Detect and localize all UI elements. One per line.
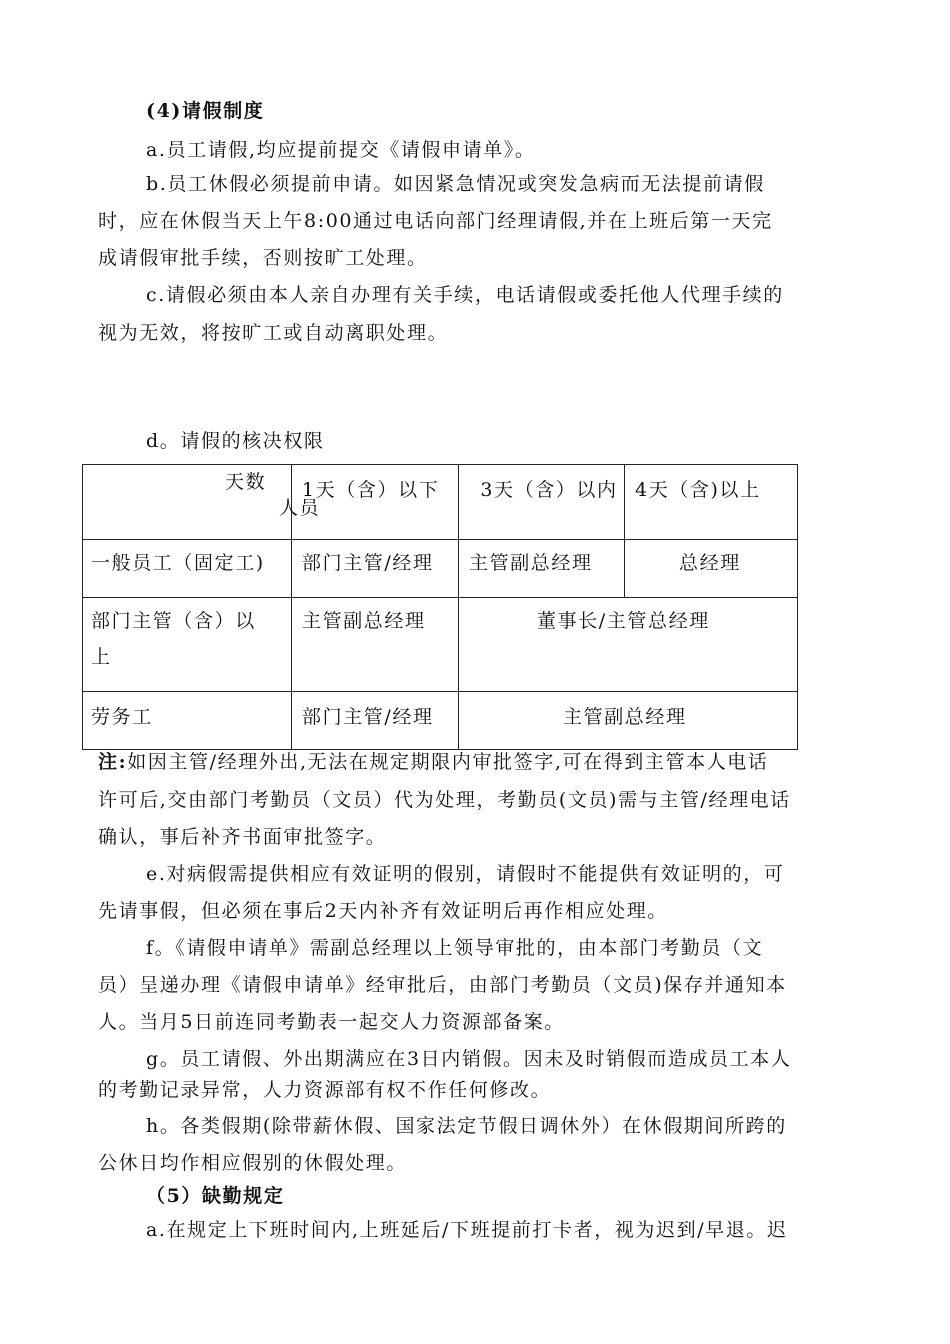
table-row <box>83 692 798 750</box>
para-h-line2: 公休日均作相应假别的休假处理。 <box>98 1152 408 1174</box>
heading-leave-system: (4)请假制度 <box>146 100 265 122</box>
para-h-line1: h。各类假期(除带薪休假、国家法定节假日调休外）在休假期间所跨的 <box>146 1115 787 1137</box>
row2-col23: 董事长/主管总经理 <box>459 598 798 692</box>
table-row <box>83 540 798 598</box>
header-person: 人员 <box>279 497 321 519</box>
row-general-employee: 一般员工（固定工) <box>83 540 292 598</box>
note-line3: 确认，事后补齐书面审批签字。 <box>98 826 387 848</box>
para-c-line2: 视为无效，将按旷工或自动离职处理。 <box>98 322 449 344</box>
para-b-line1: b.员工休假必须提前申请。如因紧急情况或突发急病而无法提前请假 <box>146 173 765 195</box>
para-e-line2: 先请事假，但必须在事后2天内补齐有效证明后再作相应处理。 <box>98 900 668 922</box>
table-header-row <box>83 465 798 540</box>
header-col-1day: 1天（含）以下 <box>292 465 459 540</box>
header-days: 天数 <box>225 471 267 493</box>
para-b-line3: 成请假审批手续，否则按旷工处理。 <box>98 247 428 269</box>
heading-absence-rules: （5）缺勤规定 <box>146 1185 285 1207</box>
row1-col3: 总经理 <box>625 540 798 598</box>
row3-col1: 部门主管/经理 <box>292 692 459 750</box>
para-c-line1: c.请假必须由本人亲自办理有关手续，电话请假或委托他人代理手续的 <box>146 284 784 306</box>
header-diagonal-cell <box>83 465 321 540</box>
table-row <box>83 598 798 692</box>
para-5a: a.在规定上下班时间内,上班延后/下班提前打卡者，视为迟到/早退。迟 <box>146 1219 788 1241</box>
para-g-line2: 的考勤记录异常，人力资源部有权不作任何修改。 <box>98 1079 552 1101</box>
para-f-line2: 员）呈递办理《请假申请单》经审批后，由部门考勤员（文员)保存并通知本 <box>98 974 787 996</box>
row-dept-manager: 部门主管（含）以 上 <box>83 598 292 692</box>
row1-col2: 主管副总经理 <box>459 540 625 598</box>
para-g-line1: g。员工请假、外出期满应在3日内销假。因未及时销假而造成员工本人 <box>146 1048 792 1070</box>
para-f-line3: 人。当月5日前连同考勤表一起交人力资源部备案。 <box>98 1011 565 1033</box>
note-line2: 许可后,交由部门考勤员（文员）代为处理，考勤员(文员)需与主管/经理电话 <box>98 789 791 811</box>
para-a: a.员工请假,均应提前提交《请假申请单》。 <box>146 139 536 161</box>
note-line1: 注:如因主管/经理外出,无法在规定期限内审批签字,可在得到主管本人电话 <box>98 751 769 773</box>
para-e-line1: e.对病假需提供相应有效证明的假别，请假时不能提供有效证明的，可 <box>146 863 785 885</box>
header-col-4days: 4天（含)以上 <box>625 465 798 540</box>
leave-approval-table <box>82 464 798 750</box>
row2-col1: 主管副总经理 <box>292 598 459 692</box>
para-b-line2: 时，应在休假当天上午8:00通过电话向部门经理请假,并在上班后第一天完 <box>98 210 773 232</box>
row-labor-worker: 劳务工 <box>83 692 292 750</box>
note-label: 注: <box>98 751 128 773</box>
header-col-3days: 3天（含）以内 <box>459 465 625 540</box>
row3-col23: 主管副总经理 <box>459 692 798 750</box>
row1-col1: 部门主管/经理 <box>292 540 459 598</box>
para-d: d。请假的核决权限 <box>146 430 325 452</box>
para-f-line1: f。《请假申请单》需副总经理以上领导审批的，由本部门考勤员（文 <box>146 937 764 959</box>
